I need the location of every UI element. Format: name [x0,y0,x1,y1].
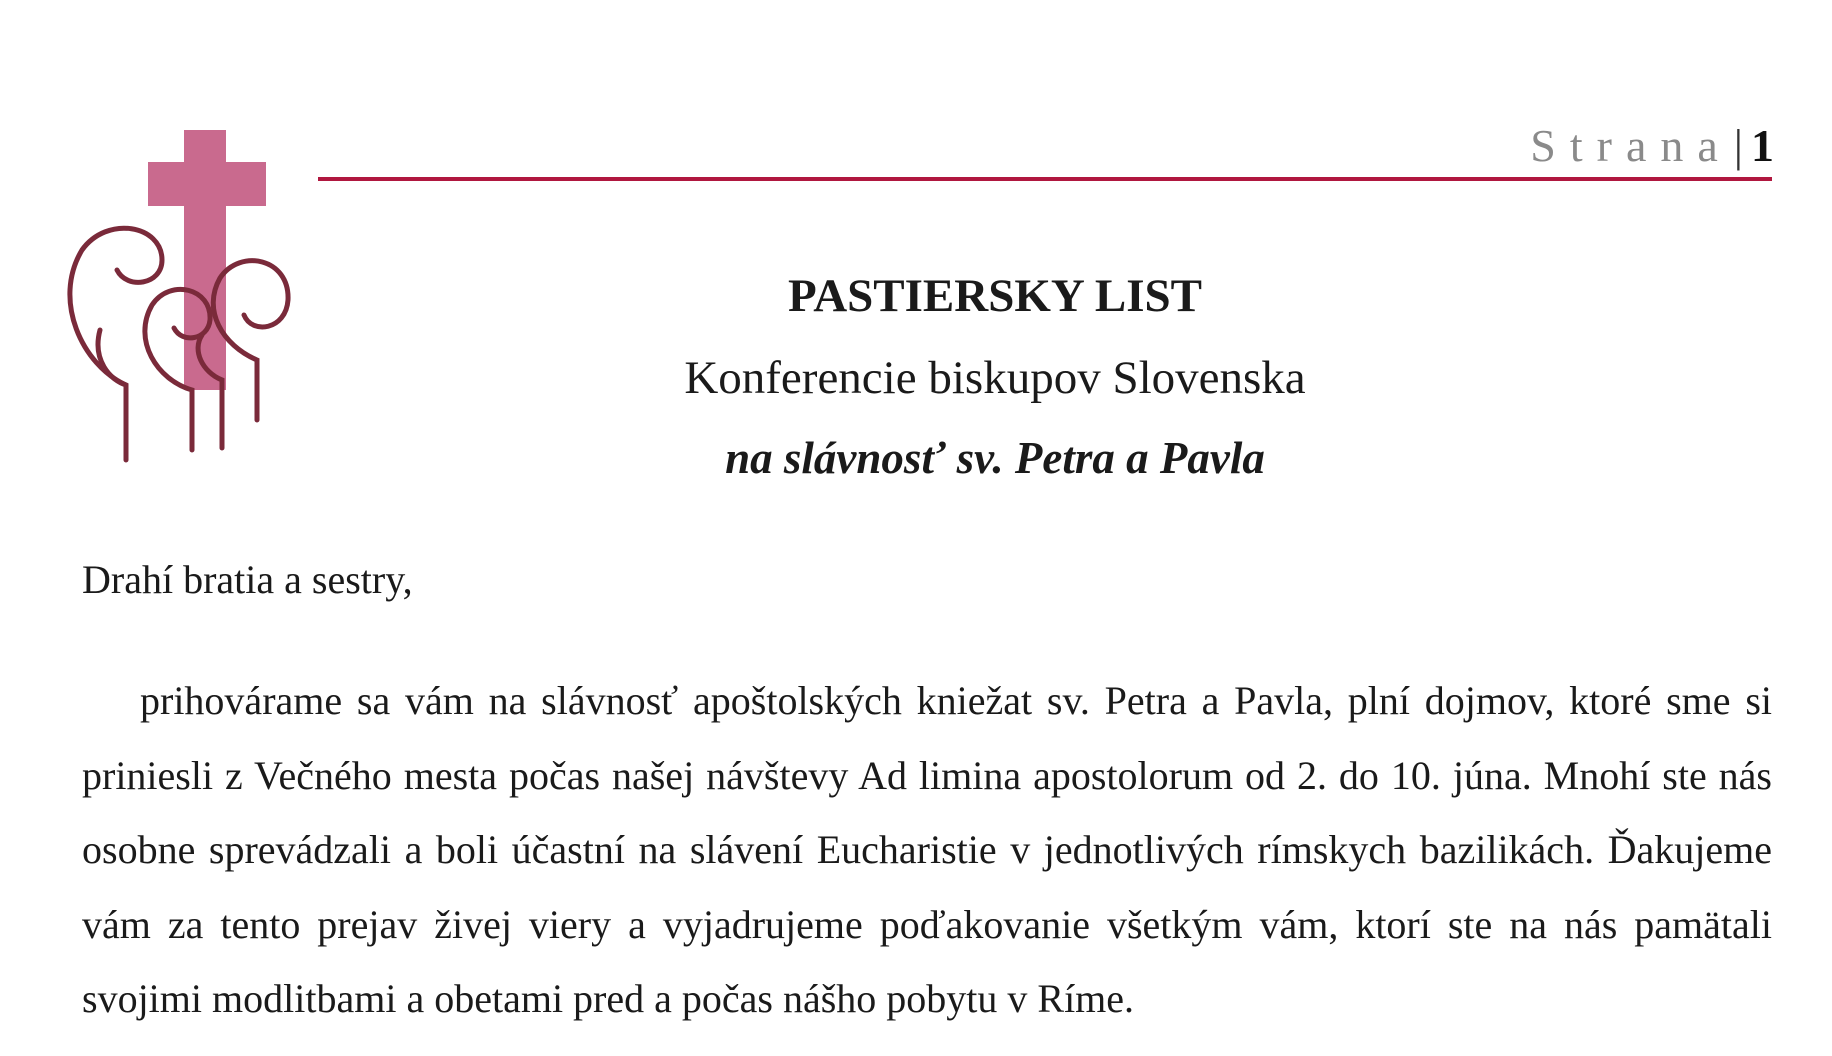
document-subtitle: Konferencie biskupov Slovenska [684,352,1306,404]
header-rule [318,177,1772,181]
document-title: PASTIERSKY LIST [787,270,1202,322]
page-number-header [1530,118,1774,174]
body-paragraph: prihovárame sa vám na slávnosť apoštolských kniežat sv. Petra a Pavla, plní dojmov, ktoré sme si priniesli z Večného mesta počas našej návštevy Ad limina apostolorum od 2. do 10. júna. Mnohí ste nás osobne sprevádzali a boli účastní na slávení Eucharistie v jednotlivých rímskych bazilikách. Ďakujeme vám za tento prejav živej viery a vyjadrujeme poďakovanie všetkým vám, ktorí ste na nás pamätali svojimi modlitbami a obetami pred a počas nášho pobytu v Ríme. [82,678,1772,1021]
page-separator: | [1733,120,1743,171]
page-number: 1 [1751,120,1774,171]
salutation: Drahí bratia a sestry, [82,557,413,602]
document-occasion: na slávnosť sv. Petra a Pavla [725,433,1265,483]
page-label: Strana [1530,120,1732,171]
